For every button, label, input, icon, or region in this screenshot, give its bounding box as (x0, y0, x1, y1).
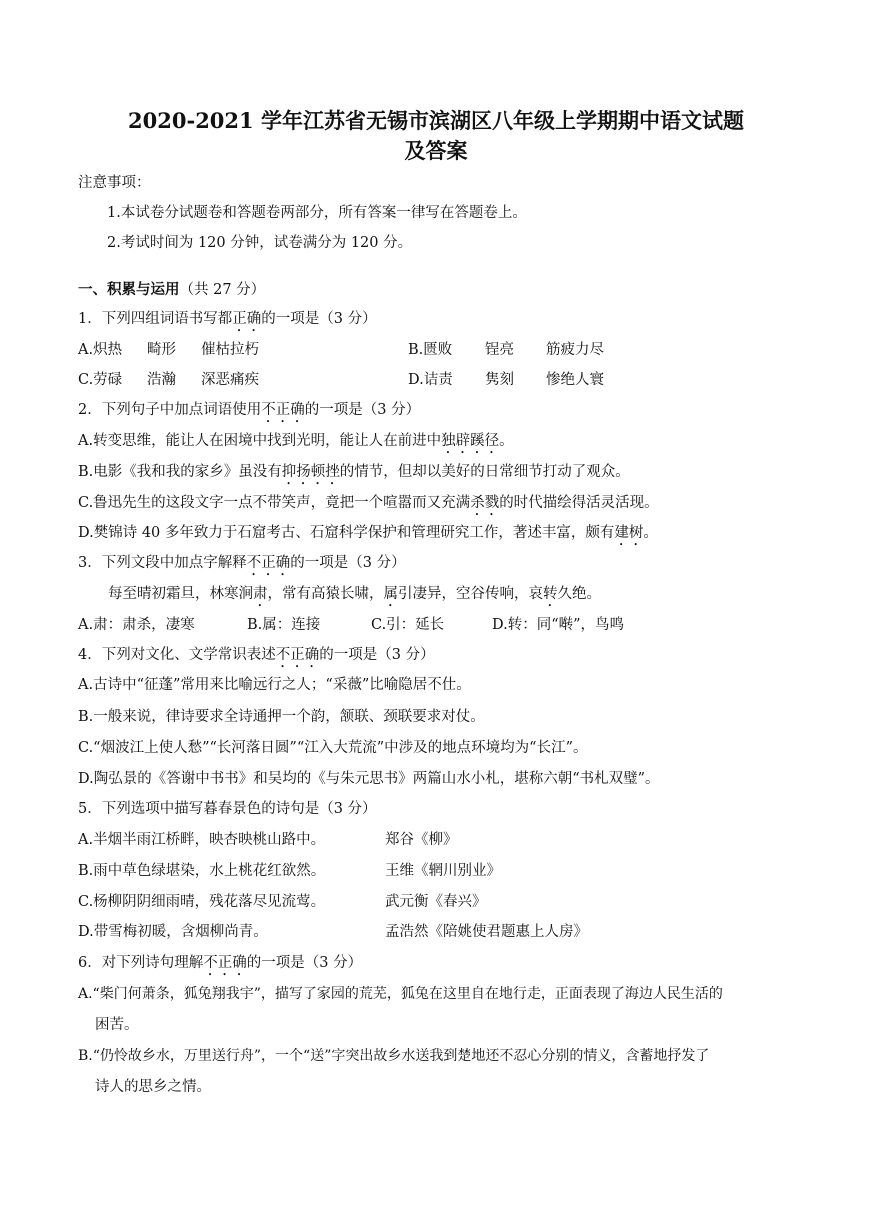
page-title (80, 106, 792, 166)
emphasis-text: 建树 (614, 525, 644, 541)
q2-option-d: D.樊锦诗 40 多年致力于石窟考古、石窟科学保护和管理研究工作，著述丰富，颇有建树。 (78, 525, 658, 541)
q4-option-c: C.“烟波江上使人愁”“长河落日圆”“江入大荒流”中涉及的地点环境均为“长江”。 (78, 740, 588, 756)
title-line-2: 及答案 (404, 138, 468, 163)
emphasis-text: 不正确 (261, 402, 305, 418)
q3-option-d: D.转：同“啭”，鸟鸣 (492, 617, 625, 633)
q1-option-c-word-1: C.劳碌 (78, 372, 123, 388)
question-3-stem: 3．下列文段中加点字解释不正确的一项是（3 分） (78, 555, 406, 571)
q3-passage: 每至晴初霜旦，林寒涧肃，常有高猿长啸，属引凄异，空谷传响，哀转久绝。 (108, 586, 601, 602)
q5-option-c-source: 武元衡《春兴》 (385, 894, 487, 910)
q6-option-b-line-2: 诗人的思乡之情。 (95, 1079, 211, 1095)
q5-option-b-verse: B.雨中草色绿堪染，水上桃花红欲然。 (78, 863, 326, 879)
q5-option-c-verse: C.杨柳阴阴细雨晴，残花落尽见流莺。 (78, 894, 326, 910)
question-1-stem: 1．下列四组词语书写都正确的一项是（3 分） (78, 311, 377, 327)
q6-option-b-line-1: B.“仍怜故乡水，万里送行舟”，一个“送”字突出故乡水送我到楚地还不忍心分别的情义，含蓄地抒发了 (78, 1048, 710, 1064)
title-line-1: 2020-2021 学年江苏省无锡市滨湖区八年级上学期期中语文试题 (128, 108, 744, 133)
q1-option-c-word-3: 深恶痛疾 (201, 372, 259, 388)
emphasis-text: 不正确 (203, 955, 247, 971)
q4-option-b: B.一般来说，律诗要求全诗通押一个韵，颔联、颈联要求对仗。 (78, 709, 485, 725)
q6-option-a-line-2: 困苦。 (95, 1017, 139, 1033)
q5-option-d-source: 孟浩然《陪姚使君题惠上人房》 (385, 924, 588, 940)
q3-option-b: B.属：连接 (247, 617, 321, 633)
q1-option-b-word-1: B.匮败 (408, 342, 453, 358)
q1-option-d-word-1: D.诘责 (408, 372, 453, 388)
emphasis-text: 独辟蹊径 (441, 433, 500, 449)
emphasis-text: 杀戮 (470, 495, 500, 511)
emphasis-text: 肃 (253, 586, 268, 602)
q3-option-a: A.肃：肃杀，凄寒 (78, 617, 195, 633)
q4-option-a: A.古诗中“征蓬”常用来比喻远行之人；“采薇”比喻隐居不仕。 (78, 677, 471, 693)
question-2-stem: 2．下列句子中加点词语使用不正确的一项是（3 分） (78, 402, 421, 418)
q1-option-a-word-2: 畸形 (147, 342, 176, 358)
q1-option-d-word-3: 惨绝人寰 (546, 372, 604, 388)
q1-option-c-word-2: 浩瀚 (147, 372, 176, 388)
q4-option-d: D.陶弘景的《答谢中书书》和吴均的《与朱元思书》两篇山水小札，堪称六朝“书札双璧”。 (78, 771, 660, 787)
q6-option-a-line-1: A.“柴门何萧条，狐兔翔我宇”，描写了家园的荒芜，狐兔在这里自在地行走，正面表现了海边人民生活的 (78, 986, 723, 1002)
emphasis-text: 不正确 (275, 647, 320, 663)
q3-option-c: C.引：延长 (371, 617, 445, 633)
notice-item-2: 2.考试时间为 120 分钟，试卷满分为 120 分。 (107, 235, 413, 251)
section-score: （共 27 分） (179, 282, 266, 298)
q5-option-a-source: 郑谷《柳》 (385, 832, 458, 848)
q2-option-a: A.转变思维，能让人在困境中找到光明，能让人在前进中独辟蹊径。 (78, 433, 514, 449)
emphasis-text: 属 (383, 586, 398, 602)
q5-option-d-verse: D.带雪梅初暖，含烟柳尚青。 (78, 924, 268, 940)
q2-option-c: C.鲁迅先生的这段文字一点不带笑声，竟把一个喧嚣而又充满杀戮的时代描绘得活灵活现。 (78, 495, 659, 511)
q5-option-b-source: 王维《辋川别业》 (385, 863, 501, 879)
question-5-stem: 5．下列选项中描写暮春景色的诗句是（3 分） (78, 801, 377, 817)
notice-heading: 注意事项： (78, 175, 151, 191)
question-6-stem: 6．对下列诗句理解不正确的一项是（3 分） (78, 955, 363, 971)
emphasis-text: 抑扬顿挫 (281, 464, 340, 480)
emphasis-text: 不正确 (246, 555, 291, 571)
q2-option-b: B.电影《我和我的家乡》虽没有抑扬顿挫的情节，但却以美好的日常细节打动了观众。 (78, 464, 630, 480)
q5-option-a-verse: A.半烟半雨江桥畔，映杏映桃山路中。 (78, 832, 326, 848)
emphasis-text: 转 (543, 586, 558, 602)
q1-option-d-word-2: 隽刻 (485, 372, 514, 388)
notice-item-1: 1.本试卷分试题卷和答题卷两部分，所有答案一律写在答题卷上。 (107, 205, 527, 221)
section-heading (78, 280, 265, 300)
question-4-stem: 4．下列对文化、文学常识表述不正确的一项是（3 分） (78, 647, 435, 663)
q1-option-b-word-3: 筋疲力尽 (546, 342, 604, 358)
section-title: 一、积累与运用 (78, 281, 180, 298)
q1-option-b-word-2: 锃亮 (485, 342, 514, 358)
q1-option-a-word-1: A.炽热 (78, 342, 123, 358)
q1-option-a-word-3: 催枯拉朽 (201, 342, 259, 358)
emphasis-text: 正确 (232, 311, 262, 327)
